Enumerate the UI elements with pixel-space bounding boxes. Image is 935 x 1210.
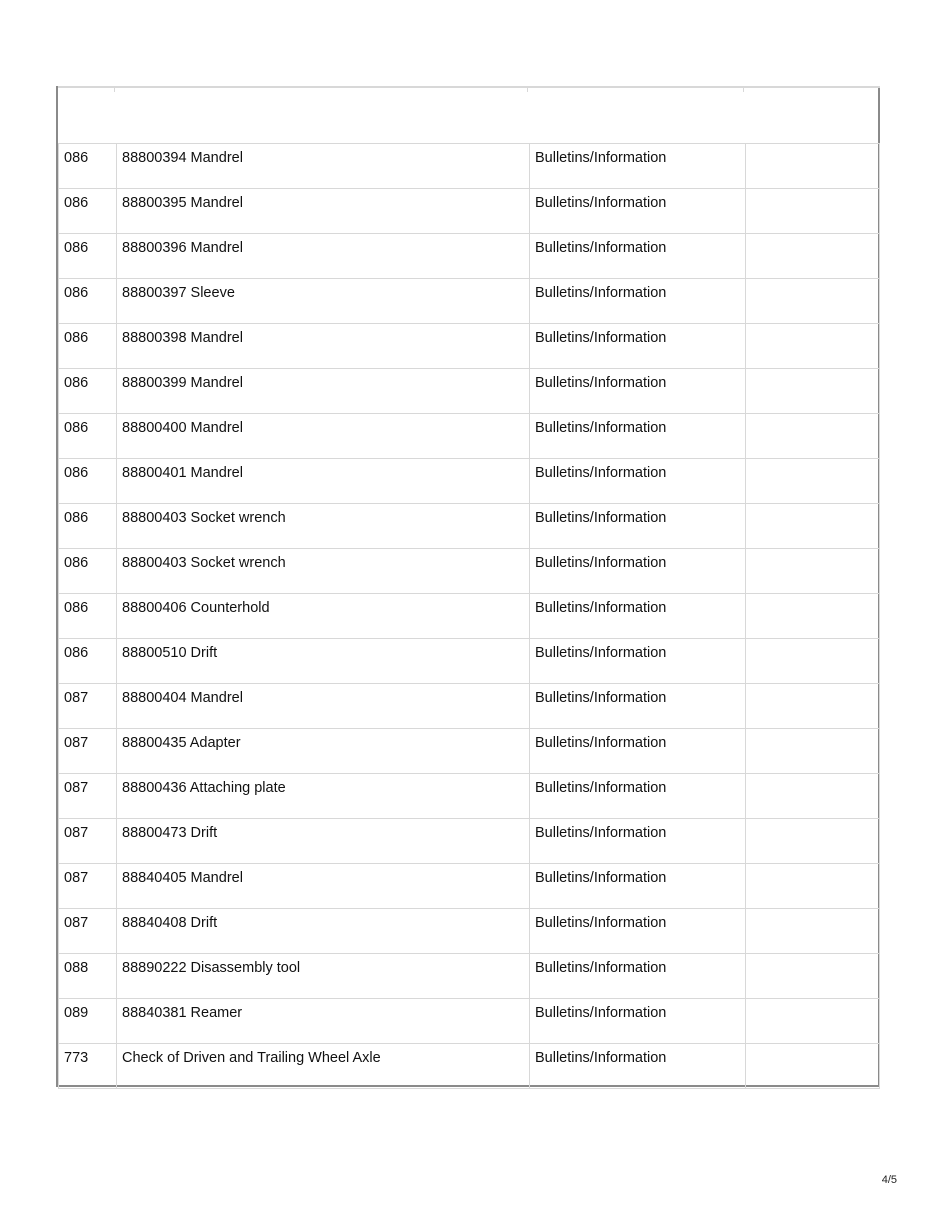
row-category: Bulletins/Information (530, 414, 746, 459)
row-extra (746, 639, 880, 684)
row-extra (746, 549, 880, 594)
row-extra (746, 864, 880, 909)
row-description: 88800403 Socket wrench (117, 549, 530, 594)
row-extra (746, 324, 880, 369)
row-description: 88800406 Counterhold (117, 594, 530, 639)
row-extra (746, 1044, 880, 1089)
row-category: Bulletins/Information (530, 909, 746, 954)
row-code: 088 (59, 954, 117, 999)
row-category: Bulletins/Information (530, 594, 746, 639)
table-row (59, 279, 880, 324)
row-description: 88800396 Mandrel (117, 234, 530, 279)
row-category: Bulletins/Information (530, 729, 746, 774)
row-code: 086 (59, 414, 117, 459)
table-row (59, 324, 880, 369)
row-category: Bulletins/Information (530, 1044, 746, 1089)
row-description: 88800397 Sleeve (117, 279, 530, 324)
row-code: 086 (59, 594, 117, 639)
row-category: Bulletins/Information (530, 324, 746, 369)
row-code: 087 (59, 774, 117, 819)
row-category: Bulletins/Information (530, 639, 746, 684)
row-description: 88800435 Adapter (117, 729, 530, 774)
row-category: Bulletins/Information (530, 504, 746, 549)
row-category: Bulletins/Information (530, 684, 746, 729)
row-code: 086 (59, 189, 117, 234)
table-body (59, 87, 880, 1089)
table-row (59, 909, 880, 954)
table-row (59, 729, 880, 774)
table-row (59, 999, 880, 1044)
table-spacer-row (59, 88, 880, 144)
row-code: 086 (59, 234, 117, 279)
table-row (59, 1044, 880, 1089)
table-row (59, 684, 880, 729)
row-category: Bulletins/Information (530, 774, 746, 819)
table-row (59, 819, 880, 864)
row-description: 88800473 Drift (117, 819, 530, 864)
table-row (59, 774, 880, 819)
row-extra (746, 909, 880, 954)
row-category: Bulletins/Information (530, 234, 746, 279)
row-description: 88840405 Mandrel (117, 864, 530, 909)
row-description: 88840408 Drift (117, 909, 530, 954)
row-description: 88800403 Socket wrench (117, 504, 530, 549)
row-code: 087 (59, 864, 117, 909)
table-row (59, 954, 880, 999)
row-code: 773 (59, 1044, 117, 1089)
table-row (59, 504, 880, 549)
table-row (59, 459, 880, 504)
row-extra (746, 999, 880, 1044)
row-description: 88800394 Mandrel (117, 144, 530, 189)
row-code: 086 (59, 144, 117, 189)
table-row (59, 189, 880, 234)
row-code: 087 (59, 729, 117, 774)
row-extra (746, 369, 880, 414)
row-description: Check of Driven and Trailing Wheel Axle (117, 1044, 530, 1089)
table-row (59, 144, 880, 189)
row-extra (746, 234, 880, 279)
row-description: 88800395 Mandrel (117, 189, 530, 234)
table-row (59, 369, 880, 414)
table-row (59, 594, 880, 639)
row-extra (746, 144, 880, 189)
row-description: 88800399 Mandrel (117, 369, 530, 414)
row-extra (746, 954, 880, 999)
row-category: Bulletins/Information (530, 549, 746, 594)
row-code: 086 (59, 324, 117, 369)
row-category: Bulletins/Information (530, 864, 746, 909)
row-extra (746, 819, 880, 864)
row-category: Bulletins/Information (530, 954, 746, 999)
row-code: 086 (59, 549, 117, 594)
table-row (59, 639, 880, 684)
row-description: 88800398 Mandrel (117, 324, 530, 369)
row-description: 88840381 Reamer (117, 999, 530, 1044)
row-extra (746, 279, 880, 324)
row-extra (746, 729, 880, 774)
row-extra (746, 504, 880, 549)
row-category: Bulletins/Information (530, 369, 746, 414)
row-code: 089 (59, 999, 117, 1044)
row-category: Bulletins/Information (530, 189, 746, 234)
row-extra (746, 459, 880, 504)
row-extra (746, 684, 880, 729)
row-category: Bulletins/Information (530, 144, 746, 189)
table-row (59, 234, 880, 279)
row-code: 086 (59, 459, 117, 504)
table-row (59, 549, 880, 594)
row-code: 086 (59, 504, 117, 549)
row-code: 087 (59, 909, 117, 954)
row-category: Bulletins/Information (530, 279, 746, 324)
row-description: 88800404 Mandrel (117, 684, 530, 729)
row-code: 086 (59, 369, 117, 414)
row-description: 88800400 Mandrel (117, 414, 530, 459)
bulletin-table (58, 86, 880, 1089)
row-code: 087 (59, 819, 117, 864)
row-category: Bulletins/Information (530, 459, 746, 504)
row-category: Bulletins/Information (530, 819, 746, 864)
row-category: Bulletins/Information (530, 999, 746, 1044)
row-code: 086 (59, 279, 117, 324)
row-description: 88800510 Drift (117, 639, 530, 684)
row-description: 88890222 Disassembly tool (117, 954, 530, 999)
table-row (59, 864, 880, 909)
row-code: 086 (59, 639, 117, 684)
bulletin-table-container (56, 86, 880, 1087)
row-code: 087 (59, 684, 117, 729)
row-description: 88800436 Attaching plate (117, 774, 530, 819)
row-extra (746, 414, 880, 459)
row-extra (746, 594, 880, 639)
table-row (59, 414, 880, 459)
row-description: 88800401 Mandrel (117, 459, 530, 504)
row-extra (746, 774, 880, 819)
page-number: 4/5 (881, 1174, 897, 1186)
row-extra (746, 189, 880, 234)
